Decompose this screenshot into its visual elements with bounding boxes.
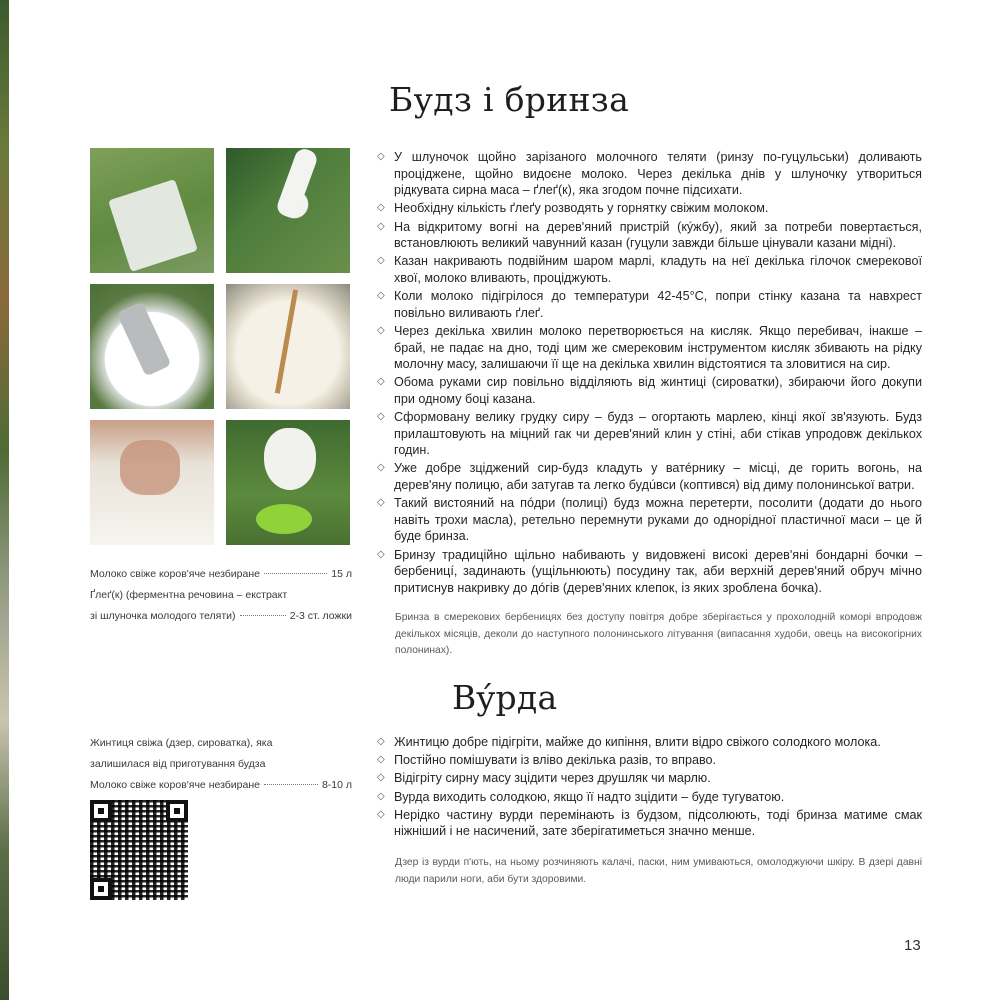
- photo-spruce-whisk-stirring: [226, 284, 350, 409]
- step-text: Такий вистояний на пóдри (полиці) будз можна перетерти, посолити (додати до нього навіть трохи масла), ретельно перемнути руками до однорідної пластичної маси – це й буде бринза.: [394, 496, 922, 544]
- ingredient-qty: 8-10 л: [321, 779, 352, 791]
- qr-finder-pattern: [166, 800, 188, 822]
- photo-pouring-milk-spruce: [226, 148, 350, 273]
- ingredients-list-budz: [90, 564, 352, 627]
- step-text: Нерідко частину вурди перемінають із будзом, підсолюють, тоді бринза матиме смак ніжніший і не насичений, зате зберігатиметься значно менше.: [394, 807, 922, 839]
- diamond-bullet-icon: ◇: [377, 411, 385, 423]
- qr-finder-pattern: [90, 800, 112, 822]
- photo-ladle-in-kettle: [90, 284, 214, 409]
- diamond-bullet-icon: ◇: [377, 462, 385, 474]
- step-text: У шлуночок щойно зарізаного молочного теляти (ринзу по-гуцульськи) доливають проціджене, щойно видоєне молоко. Через декілька днів у шлуночку утвориться рідкувата сирна маса – ґлеґ(к), яка згодом почне підсихати.: [394, 150, 922, 198]
- step-item: [376, 789, 922, 806]
- diamond-bullet-icon: ◇: [377, 790, 385, 802]
- steps-list-budz: [376, 149, 922, 598]
- diamond-bullet-icon: ◇: [377, 151, 385, 162]
- step-text: Казан накривають подвійним шаром марлі, кладуть на неї декілька гілочок смерекової хвої, молоко вливають, проціджують.: [394, 254, 922, 285]
- step-text: Уже добре зціджений сир-будз кладуть у ватéрнику – місці, де горить вогонь, на дерев'яну полицю, аби затугав та легко будúвси (коптився) від диму полонинської ватри.: [394, 461, 922, 493]
- diamond-bullet-icon: ◇: [377, 324, 385, 336]
- diamond-bullet-icon: ◇: [377, 202, 385, 214]
- step-text: Відігріту сирну масу зцідити через друшляк чи марлю.: [394, 771, 711, 786]
- ingredient-name: Ґлеґ(к) (ферментна речовина – екстракт: [90, 589, 288, 601]
- step-text: Через декілька хвилин молоко перетворюється на кисляк. Якщо перебивач, інакше – брай, не падає на дно, тоді цим же смерековим інструментом кисляк збивають на рідку молочну масу, залишаючи її ще на декілька хвилин відстоятися та зловитися на сир.: [394, 323, 922, 372]
- step-item: [376, 323, 922, 373]
- diamond-bullet-icon: ◇: [377, 736, 385, 747]
- ingredient-item: [90, 564, 352, 585]
- qr-finder-pattern: [90, 878, 112, 900]
- diamond-bullet-icon: ◇: [377, 754, 385, 766]
- step-item: [376, 288, 922, 321]
- ingredient-item: [90, 733, 352, 754]
- leader-dots: [264, 784, 318, 785]
- photo-rennet-bag-on-grass: [90, 148, 214, 273]
- step-item: [376, 807, 922, 840]
- ingredient-name: Молоко свіже коров'яче незбиране: [90, 779, 260, 791]
- ingredient-name: зі шлуночка молодого теляти): [90, 610, 236, 622]
- step-text: Коли молоко підігрілося до температури 42-45°С, попри стінку казана та навхрест повільно виливають ґлеґ.: [394, 289, 922, 320]
- ingredient-name: залишилася від приготування будза: [90, 758, 266, 770]
- diamond-bullet-icon: ◇: [377, 255, 385, 267]
- photo-draining-cheese: [226, 420, 350, 545]
- step-text: Вурда виходить солодкою, якщо її надто зцідити – буде тугуватою.: [394, 789, 785, 804]
- storage-note: Бринза в смерекових бербеницях без доступу повітря добре зберігається у прохолодній коморі впродовж декількох місяців, деколи до наступного полонинського літування (випасання худоби, овець на високогірних полонинах).: [395, 612, 922, 656]
- step-item: [376, 253, 922, 286]
- ingredient-qty: 2-3 ст. ложки: [289, 610, 352, 622]
- step-text: Постійно помішувати із вліво декілька разів, то вправо.: [394, 753, 717, 768]
- steps-list-vurda: [376, 734, 922, 842]
- diamond-bullet-icon: ◇: [377, 548, 385, 560]
- diamond-bullet-icon: ◇: [377, 376, 385, 388]
- step-item: [376, 200, 922, 217]
- step-item: [376, 409, 922, 459]
- leader-dots: [264, 573, 327, 574]
- step-item: [376, 770, 922, 787]
- step-item: [376, 495, 922, 545]
- diamond-bullet-icon: ◇: [377, 220, 385, 232]
- step-item: [376, 752, 922, 769]
- diamond-bullet-icon: ◇: [377, 808, 385, 820]
- step-text: Сформовану велику грудку сиру – будз – огортають марлею, кінці якої зв'язують. Будз прилаштовують на міцний гак чи дерев'яний клин у стіні, аби стікав упродовж декількох годин.: [394, 410, 922, 458]
- step-item: [376, 149, 922, 199]
- ingredient-item: [90, 585, 352, 606]
- step-item: [376, 374, 922, 407]
- step-text: Необхідну кількість ґлеґу розводять у горнятку свіжим молоком.: [394, 201, 769, 216]
- ingredient-name: Жинтиця свіжа (дзер, сироватка), яка: [90, 737, 273, 749]
- page-number: 13: [904, 937, 921, 954]
- ingredient-name: Молоко свіже коров'яче незбиране: [90, 568, 260, 580]
- diamond-bullet-icon: ◇: [377, 497, 385, 509]
- diamond-bullet-icon: ◇: [377, 290, 385, 302]
- ingredient-item: [90, 775, 352, 796]
- leader-dots: [240, 615, 286, 616]
- ingredient-item: [90, 754, 352, 775]
- section-title-budz-brynza: Будз і бринза: [389, 80, 630, 119]
- step-item: [376, 547, 922, 597]
- step-item: [376, 219, 922, 252]
- step-text: Бринзу традиційно щільно набивають у видовжені високі дерев'яні бондарні бочки – бербеницí, задинають (ущільнюють) посудину так, аби верхній дерев'яний обруч мічно притиснув накривку до дóгів (дерев'яних клепок, із яких зроблена бочка).: [394, 547, 922, 595]
- ingredient-item: [90, 606, 352, 627]
- ingredient-qty: 15 л: [331, 568, 352, 580]
- photo-grid: [90, 148, 351, 545]
- step-text: Обома руками сир повільно відділяють від жинтиці (сироватки), збираючи його докупи при одному боці казана.: [394, 375, 922, 406]
- qr-code[interactable]: [90, 800, 188, 900]
- section-title-vurda: Вýрда: [452, 678, 558, 717]
- step-text: Жинтицю добре підігріти, майже до кипіння, влити відро свіжого солодкого молока.: [394, 735, 881, 749]
- dzer-note: Дзер із вурди п'ють, на ньому розчиняють калачі, паски, ним умиваються, омолоджуючи шкіру. В дзері давні люди парили ноги, аби бути здоровими.: [395, 857, 922, 885]
- photo-hands-gathering-curd: [90, 420, 214, 545]
- step-text: На відкритому вогні на дерев'яний пристрій (кýжбу), який за потреби повертається, встановлюють великий чавунний казан (гуцули завжди більше цінували казани мідні).: [394, 219, 922, 251]
- step-item: [376, 734, 922, 751]
- edge-photo-strip: [0, 0, 9, 1000]
- step-item: [376, 460, 922, 493]
- ingredients-list-vurda: [90, 733, 352, 796]
- diamond-bullet-icon: ◇: [377, 772, 385, 784]
